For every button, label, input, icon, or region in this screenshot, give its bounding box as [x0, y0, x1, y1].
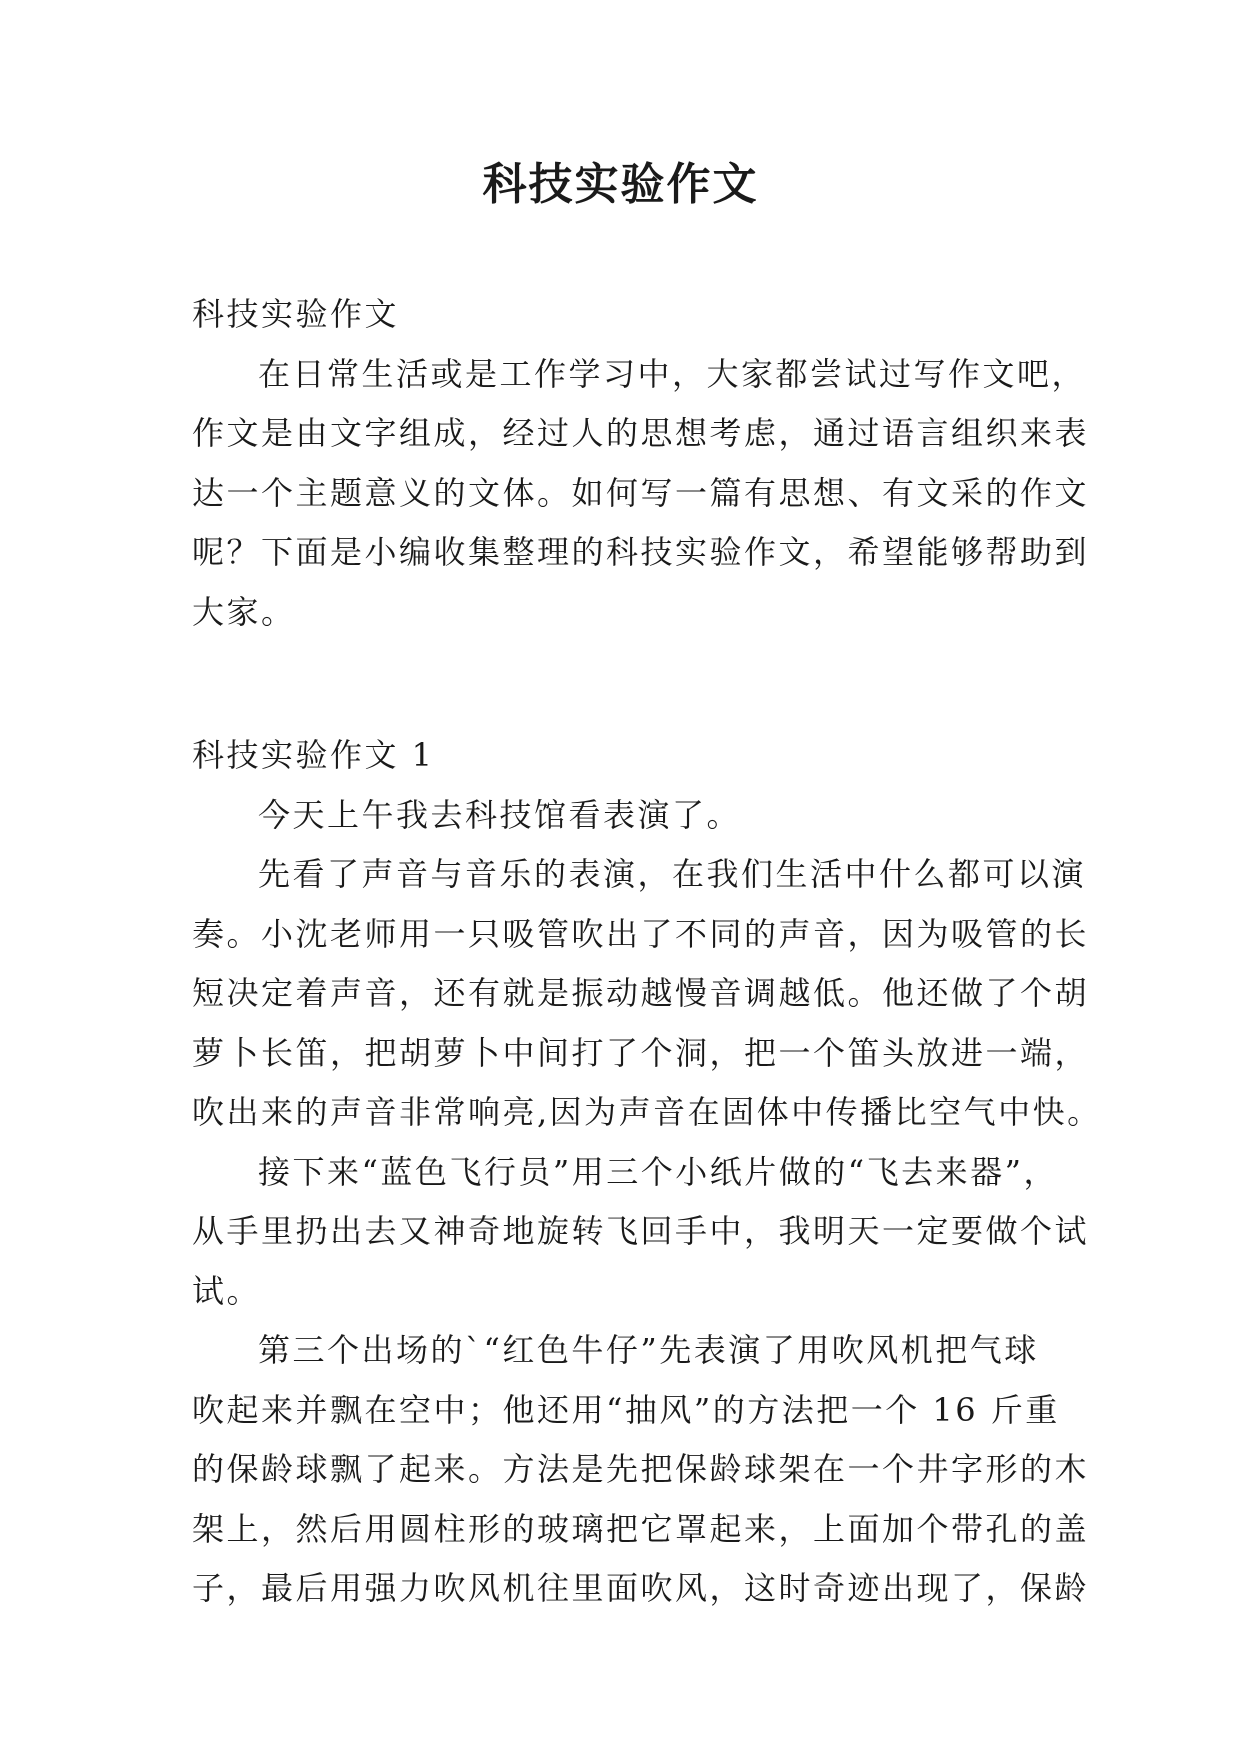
paragraph-line: 试。	[192, 1271, 262, 1310]
intro-heading: 科技实验作文	[192, 295, 400, 333]
paragraph-line: 短决定着声音，还有就是振动越慢音调越低。他还做了个胡	[192, 974, 1090, 1012]
paragraph-line: 吹起来并飘在空中；他还用“抽风”的方法把一个 16 斤重	[192, 1390, 1060, 1429]
paragraph-line: 第三个出场的`“红色牛仔”先表演了用吹风机把气球	[258, 1331, 1039, 1369]
paragraph-line: 大家。	[192, 592, 296, 631]
paragraph-line: 作文是由文字组成，经过人的思想考虑，通过语言组织来表	[192, 414, 1090, 452]
paragraph-line: 先看了声音与音乐的表演，在我们生活中什么都可以演	[258, 855, 1087, 893]
paragraph-line: 呢？下面是小编收集整理的科技实验作文，希望能够帮助到	[192, 533, 1090, 571]
paragraph-line: 从手里扔出去又神奇地旋转飞回手中，我明天一定要做个试	[192, 1212, 1090, 1250]
section-heading: 科技实验作文 1	[192, 736, 435, 774]
paragraph-line: 今天上午我去科技馆看表演了。	[258, 795, 742, 834]
paragraph-line: 达一个主题意义的文体。如何写一篇有思想、有文采的作文	[192, 473, 1090, 512]
document-body	[192, 285, 1102, 1619]
section-spacer	[192, 642, 1052, 726]
paragraph-line: 奏。小沈老师用一只吸管吹出了不同的声音，因为吸管的长	[192, 914, 1090, 953]
paragraph-line: 吹出来的声音非常响亮,因为声音在固体中传播比空气中快。	[192, 1093, 1102, 1131]
paragraph-line: 在日常生活或是工作学习中，大家都尝试过写作文吧，	[258, 354, 1087, 393]
paragraph-line: 接下来“蓝色飞行员”用三个小纸片做的“飞去来器”，	[258, 1152, 1058, 1191]
paragraph-line: 的保龄球飘了起来。方法是先把保龄球架在一个井字形的木	[192, 1450, 1090, 1488]
paragraph-line: 子，最后用强力吹风机往里面吹风，这时奇迹出现了，保龄	[192, 1569, 1090, 1607]
paragraph-line: 架上，然后用圆柱形的玻璃把它罩起来，上面加个带孔的盖	[192, 1509, 1090, 1548]
document-title: 科技实验作文	[482, 159, 759, 210]
paragraph-line: 萝卜长笛，把胡萝卜中间打了个洞，把一个笛头放进一端，	[192, 1033, 1090, 1072]
